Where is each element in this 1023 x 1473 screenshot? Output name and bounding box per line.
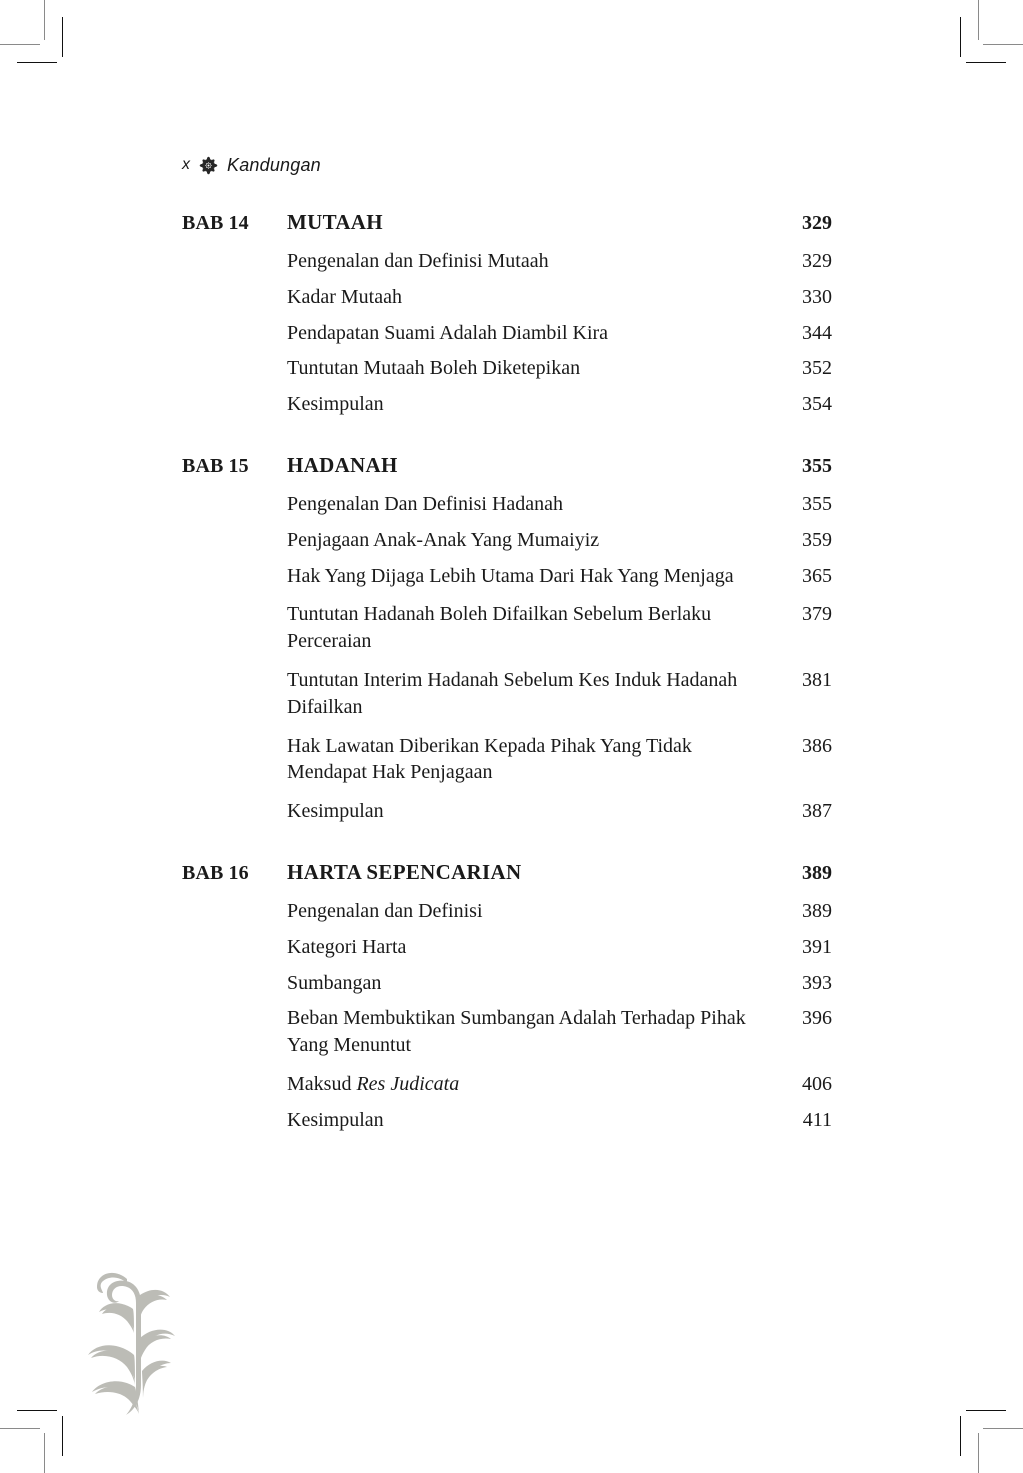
toc-entry-row[interactable] (182, 248, 832, 275)
crop-mark-icon (978, 1433, 979, 1473)
chapter-number-label: BAB 15 (182, 454, 249, 477)
running-head (182, 152, 321, 178)
toc-entry-row[interactable] (182, 563, 832, 590)
crop-mark-icon (62, 17, 63, 57)
chapter-number-label: BAB 16 (182, 861, 249, 884)
toc-entry-page-number: 365 (802, 564, 832, 587)
crop-mark-icon (44, 1433, 45, 1473)
crop-mark-icon (966, 62, 1006, 63)
chapter-block (182, 453, 832, 825)
chapter-title: MUTAAH (287, 210, 383, 234)
toc-entry-row[interactable] (182, 391, 832, 418)
toc-entry-row[interactable] (182, 284, 832, 311)
toc-entry-title: Tuntutan Interim Hadanah Sebelum Kes Induk Hadanah Difailkan (287, 668, 738, 718)
toc-entry-row[interactable] (182, 601, 832, 655)
chapter-heading-row[interactable] (182, 860, 832, 885)
toc-entry-page-number: 386 (802, 734, 832, 757)
toc-entry-title: Kadar Mutaah (287, 285, 402, 308)
chapter-page-number: 329 (802, 212, 832, 234)
chapter-heading-row[interactable] (182, 453, 832, 478)
crop-mark-icon (0, 44, 40, 45)
toc-entry-title: Tuntutan Mutaah Boleh Diketepikan (287, 357, 581, 380)
toc-entry-title: Hak Yang Dijaga Lebih Utama Dari Hak Yang Menjaga (287, 564, 734, 587)
page-folio-number: x (182, 156, 190, 173)
chapter-title: HADANAH (287, 452, 398, 477)
crop-mark-icon (17, 1410, 57, 1411)
toc-entry-row[interactable] (182, 733, 832, 787)
toc-entry-row[interactable] (182, 1107, 832, 1134)
crop-mark-icon (960, 17, 961, 57)
crop-mark-icon (44, 0, 45, 40)
running-head-title: Kandungan (227, 155, 321, 175)
toc-entry-page-number: 330 (802, 285, 832, 308)
toc-entry-row[interactable] (182, 1071, 832, 1098)
toc-entry-page-number: 391 (802, 935, 832, 958)
toc-entry-page-number: 396 (802, 1007, 832, 1030)
crop-mark-icon (62, 1416, 63, 1456)
toc-entry-title-text: Maksud (287, 1072, 357, 1095)
toc-entry-title-italic: Res Judicata (356, 1072, 460, 1095)
toc-entry-title: Pendapatan Suami Adalah Diambil Kira (287, 321, 609, 344)
toc-entry-title: Pengenalan dan Definisi Mutaah (287, 250, 549, 272)
toc-entry-row[interactable] (182, 1005, 832, 1059)
table-of-contents (182, 210, 832, 1143)
toc-entry-page-number: 354 (802, 393, 832, 416)
chapter-block (182, 210, 832, 418)
toc-entry-row[interactable] (182, 491, 832, 518)
toc-entry-page-number: 411 (802, 1108, 832, 1131)
toc-entry-row[interactable] (182, 527, 832, 554)
toc-entry-page-number: 406 (802, 1072, 832, 1095)
crop-mark-icon (17, 62, 57, 63)
toc-entry-page-number: 329 (802, 250, 832, 272)
toc-entry-title: Beban Membuktikan Sumbangan Adalah Terhadap Pihak Yang Menuntut (287, 1007, 746, 1057)
toc-entry-row[interactable] (182, 934, 832, 961)
crop-mark-icon (0, 1428, 40, 1429)
crop-mark-icon (983, 1428, 1023, 1429)
toc-entry-title: Kategori Harta (287, 935, 407, 958)
rosette-ornament-icon (199, 156, 218, 175)
toc-entry-page-number: 387 (802, 800, 832, 823)
toc-entry-row[interactable] (182, 970, 832, 997)
toc-entry-page-number: 352 (802, 357, 832, 380)
toc-entry-page-number: 359 (802, 528, 832, 551)
toc-entry-title: Kesimpulan (287, 800, 384, 823)
toc-entry-title: Penjagaan Anak-Anak Yang Mumaiyiz (287, 528, 600, 551)
crop-mark-icon (966, 1410, 1006, 1411)
toc-entry-title: Kesimpulan (287, 1108, 384, 1131)
floral-vine-ornament-icon (78, 1265, 228, 1425)
chapter-number-label: BAB 14 (182, 212, 249, 234)
crop-mark-icon (960, 1416, 961, 1456)
toc-entry-row[interactable] (182, 798, 832, 825)
crop-mark-icon (983, 44, 1023, 45)
crop-mark-icon (978, 0, 979, 40)
toc-entry-row[interactable] (182, 320, 832, 347)
chapter-page-number: 389 (802, 861, 832, 884)
toc-entry-title: Kesimpulan (287, 393, 384, 416)
toc-entry-title: Tuntutan Hadanah Boleh Difailkan Sebelum Berlaku Perceraian (287, 603, 712, 653)
toc-entry-page-number: 381 (802, 668, 832, 691)
chapter-page-number: 355 (802, 454, 832, 477)
toc-entry-page-number: 393 (802, 971, 832, 994)
toc-entry-title (287, 1071, 770, 1098)
chapter-block (182, 860, 832, 1134)
toc-entry-row[interactable] (182, 898, 832, 925)
toc-entry-page-number: 355 (802, 492, 832, 515)
toc-entry-row[interactable] (182, 355, 832, 382)
toc-entry-title: Pengenalan dan Definisi (287, 899, 483, 922)
chapter-title: HARTA SEPENCARIAN (287, 859, 522, 884)
chapter-heading-row[interactable] (182, 210, 832, 235)
toc-entry-page-number: 389 (802, 899, 832, 922)
toc-entry-title: Sumbangan (287, 971, 382, 994)
toc-entry-row[interactable] (182, 667, 832, 721)
toc-entry-title: Pengenalan Dan Definisi Hadanah (287, 492, 564, 515)
toc-entry-page-number: 379 (802, 603, 832, 626)
toc-entry-page-number: 344 (802, 321, 832, 344)
toc-entry-title: Hak Lawatan Diberikan Kepada Pihak Yang Tidak Mendapat Hak Penjagaan (287, 734, 692, 784)
